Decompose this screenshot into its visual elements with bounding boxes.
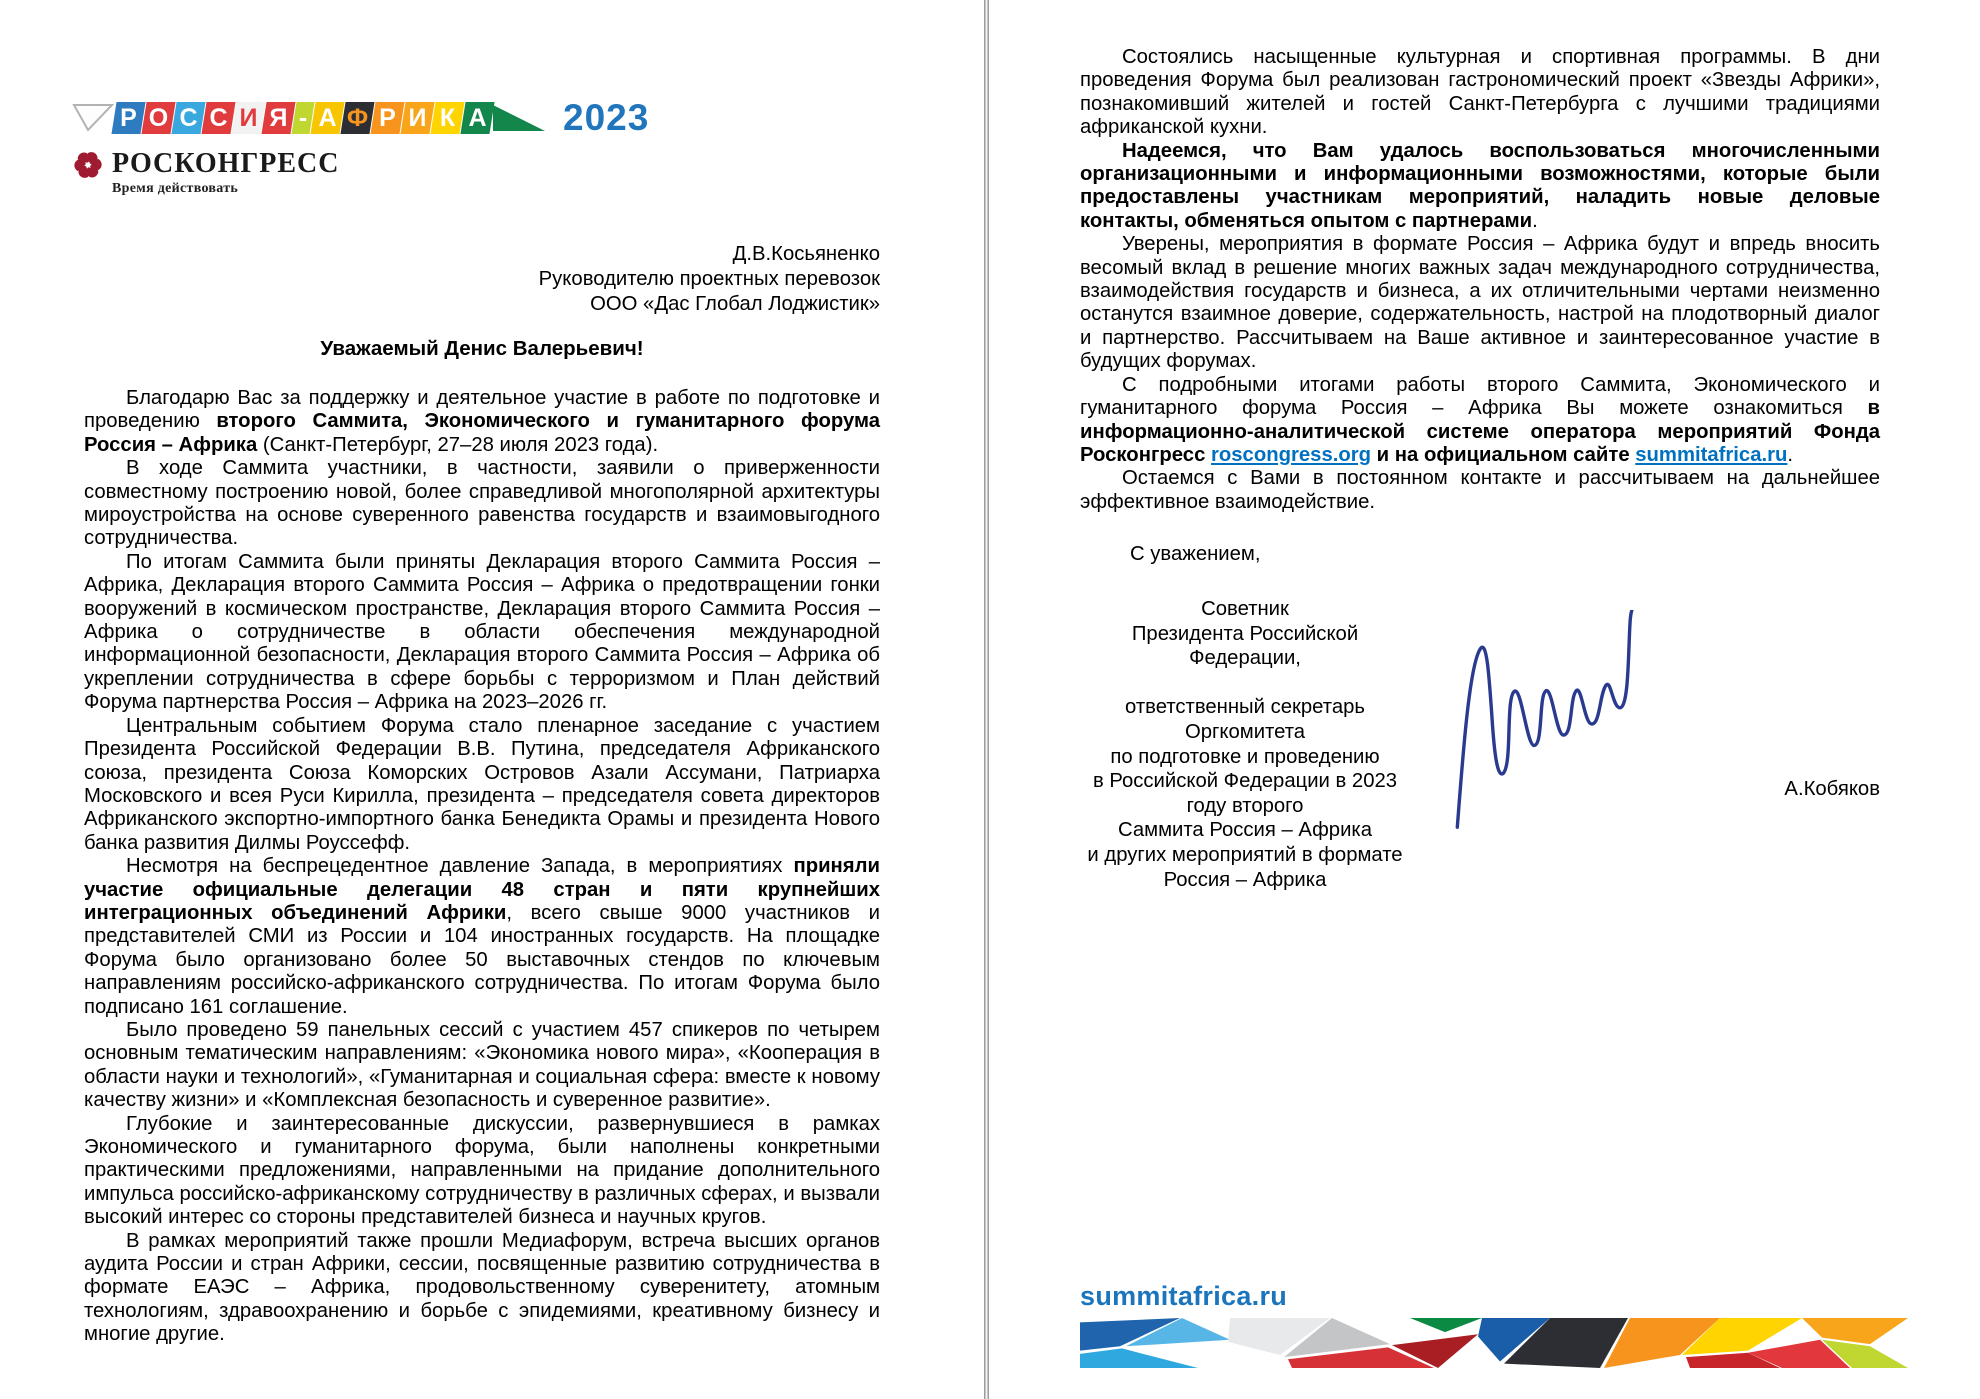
signer-title-line: ответственный секретарь Оргкомитета — [1125, 696, 1365, 743]
logo-letter-tile: Р — [373, 102, 402, 134]
signer-title-line: Саммита Россия – Африка — [1117, 819, 1373, 842]
text-run: Уверены, мероприятия в формате Россия – Африка будут и впредь вносить весомый вклад в решение многих важных задач международного сотрудничества, взаимодействия государств и бизнеса, а их отличительными чертами неизменно останутся взаимное доверие, содержательность, настрой на плодотворный диалог и партнерство. Рассчитываем на Ваше активное и заинтересованное участие в будущих форумах. — [1080, 233, 1880, 373]
roscongress-text-block — [112, 149, 339, 197]
logo-letter-tile: С — [174, 102, 203, 134]
salutation: Уважаемый Денис Валерьевич! — [320, 337, 644, 360]
text-run: . — [1787, 443, 1794, 466]
footer-color-banner — [1080, 1318, 1908, 1368]
signer-title-line: по подготовке и проведению — [1110, 745, 1380, 768]
text-run: Несмотря на беспрецедентное давление Запада, в мероприятиях — [126, 855, 794, 878]
text-run: Было проведено 59 панельных сессий с участием 457 спикеров по четырем основным тематическим направлениям: «Экономика нового мира», «Кооперация в области науки и технологий», «Гуманитарная и социальная сфера: вместе к новому качеству жизни» и «Комплексная безопасность и суверенное развитие». — [84, 1018, 880, 1112]
paragraph — [84, 855, 880, 1019]
text-run: и на официальном сайте — [1371, 443, 1636, 466]
link-summitafrica-ru[interactable]: summitafrica.ru — [1635, 443, 1788, 466]
text-run: Глубокие и заинтересованные дискуссии, развернувшиеся в рамках Экономического и гуманитарного форума, были наполнены конкретными практическими предложениями, направленными на придание дополнительного импульса российско-африканскому сотрудничеству в различных сферах, и вызвали высокий интерес со стороны представителей бизнеса и научных кругов. — [84, 1112, 880, 1229]
roscongress-pinwheel-icon — [72, 149, 104, 181]
roscongress-tagline: Время действовать — [112, 181, 239, 196]
text-run: Остаемся с Вами в постоянном контакте и рассчитываем на дальнейшее эффективное взаимодействие. — [1080, 467, 1880, 513]
text-run: , всего свыше 9000 участников и представителей СМИ из России и 104 иностранных государств. На площадке Форума было организовано более 50 выставочных стендов по ключевым направлениям российско-африканского сотрудничества. По итогам Форума было подписано 161 соглашение. — [84, 901, 880, 1018]
logo-letter-tile: - — [294, 102, 312, 134]
closing-salutation: С уважением, — [1130, 543, 1261, 565]
paragraph — [1080, 467, 1880, 514]
logo-trail-triangle-icon — [493, 100, 547, 134]
text-run: . — [1532, 209, 1538, 232]
russia-africa-logo — [72, 96, 650, 138]
text-run: В ходе Саммита участники, в частности, заявили о приверженности совместному построению новой, более справедливой многополярной архитектуры мироустройства на основе суверенного равенства государств и взаимовыгодного сотрудничества. — [84, 457, 880, 550]
text-run: Благодарю Вас за поддержку и деятельное участие в работе по подготовке и проведению — [84, 387, 880, 433]
logo-letter-tile: Ф — [343, 102, 372, 134]
logo-letter-tile: С — [204, 102, 233, 134]
signer-title-line — [1075, 671, 1415, 696]
paragraph — [84, 1230, 880, 1347]
paragraph — [84, 715, 880, 855]
logo-letter-tile: Р — [114, 102, 143, 134]
text-run: второго Саммита, Экономического и гуманитарного форума Россия – Африка — [84, 410, 880, 456]
paragraph — [84, 457, 880, 551]
text-run: в информационно-аналитической системе оператора мероприятий Фонда Росконгресс — [1080, 397, 1880, 466]
text-run: Центральным событием Форума стало пленарное заседание с участием Президента Российской Федерации В.В. Путина, председателя Африканского союза, президента Союза Коморских Островов Азали Ассумани, Патриарха Московского и всея Руси Кирилла, президента – председателя совета директоров Африканского экспортно-импортного банка Бенедикта Орамы и президента Нового банка развития Дилмы Роуссефф. — [84, 714, 880, 854]
recipient-line: Д.В.Косьяненко — [732, 243, 880, 265]
recipient-line: ООО «Дас Глобал Лоджистик» — [590, 293, 880, 315]
signer-title-line: в Российской Федерации в 2023 году второго — [1092, 770, 1398, 817]
text-run: Надеемся, что Вам удалось воспользоваться многочисленными организационными и информационными возможностями, которые были предоставлены участникам мероприятий, наладить новые деловые контакты, обменяться опытом с партнерами — [1080, 139, 1880, 232]
logo-letter-tile: Я — [264, 102, 293, 134]
page-1 — [0, 0, 985, 1399]
logo-letter-tile: К — [433, 102, 462, 134]
signer-title-line: и других мероприятий в формате — [1087, 843, 1403, 866]
link-roscongress-org[interactable]: roscongress.org — [1211, 443, 1372, 466]
text-run: приняли участие официальные делегации 48 стран и пяти крупнейших интеграционных объединений Африки — [84, 855, 880, 924]
letter-body-page-1 — [84, 387, 880, 1347]
paragraph — [1080, 140, 1880, 234]
paragraph — [1080, 374, 1880, 468]
text-run: По итогам Саммита были приняты Декларация второго Саммита Россия – Африка, Декларация второго Саммита Россия – Африка о предотвращении гонки вооружений в космическом пространстве, Декларация второго Саммита Россия – Африка о сотрудничестве в области обеспечения международной информационной безопасности, Декларация второго Саммита Россия – Африка об укреплении сотрудничества в сфере борьбы с терроризмом и План действий Форума партнерства Россия – Африка на 2023–2026 гг. — [84, 550, 880, 714]
logo-year: 2023 — [563, 96, 650, 138]
logo-letter-tile: И — [234, 102, 263, 134]
paragraph — [84, 1113, 880, 1230]
paragraph — [84, 387, 880, 457]
paragraph — [84, 551, 880, 715]
roscongress-wordmark: РОСКОНГРЕСС — [112, 148, 340, 179]
recipient-line: Руководителю проектных перевозок — [538, 268, 880, 290]
text-run: В рамках мероприятий также прошли Медиафорум, встреча высших органов аудита России и стран Африки, сессии, посвященные развитию сотрудничества в формате ЕАЭС – Африка, продовольственному суверенитету, атомным технологиям, здравоохранению и борьбе с эпидемиями, креативному бизнесу и многие другие. — [84, 1229, 880, 1346]
footer-site-url: summitafrica.ru — [1080, 1281, 1288, 1311]
signer-title-line: Россия – Африка — [1163, 868, 1327, 891]
paragraph — [1080, 46, 1880, 140]
logo-letter-tile: И — [403, 102, 432, 134]
signature — [1423, 610, 1673, 830]
recipient-block — [84, 242, 880, 317]
paragraph — [1080, 233, 1880, 373]
logo-lead-triangle-icon — [72, 100, 114, 134]
text-run: С подробными итогами работы второго Саммита, Экономического и гуманитарного форума Россия – Африка Вы можете ознакомиться — [1080, 373, 1880, 420]
logo-letter-tiles — [114, 100, 493, 134]
signer-title-block — [1075, 597, 1415, 892]
logo-letter-tile: А — [313, 102, 342, 134]
letter-body-page-2 — [1080, 46, 1880, 514]
signer-name: А.Кобяков — [1784, 778, 1880, 800]
logo-letter-tile: О — [144, 102, 173, 134]
page-2 — [985, 0, 1980, 1399]
roscongress-logo — [72, 149, 339, 197]
signer-title-line: Советник — [1201, 598, 1289, 620]
paragraph — [84, 1019, 880, 1113]
logo-letter-tile: А — [463, 102, 492, 134]
text-run: Состоялись насыщенные культурная и спортивная программы. В дни проведения Форума был реализован гастрономический проект «Звезды Африки», познакомивший жителей и гостей Санкт-Петербурга с лучшими традициями африканской кухни. — [1080, 46, 1880, 139]
signer-title-line: Президента Российской Федерации, — [1131, 622, 1359, 670]
text-run: (Санкт-Петербург, 27–28 июля 2023 года). — [257, 433, 659, 456]
